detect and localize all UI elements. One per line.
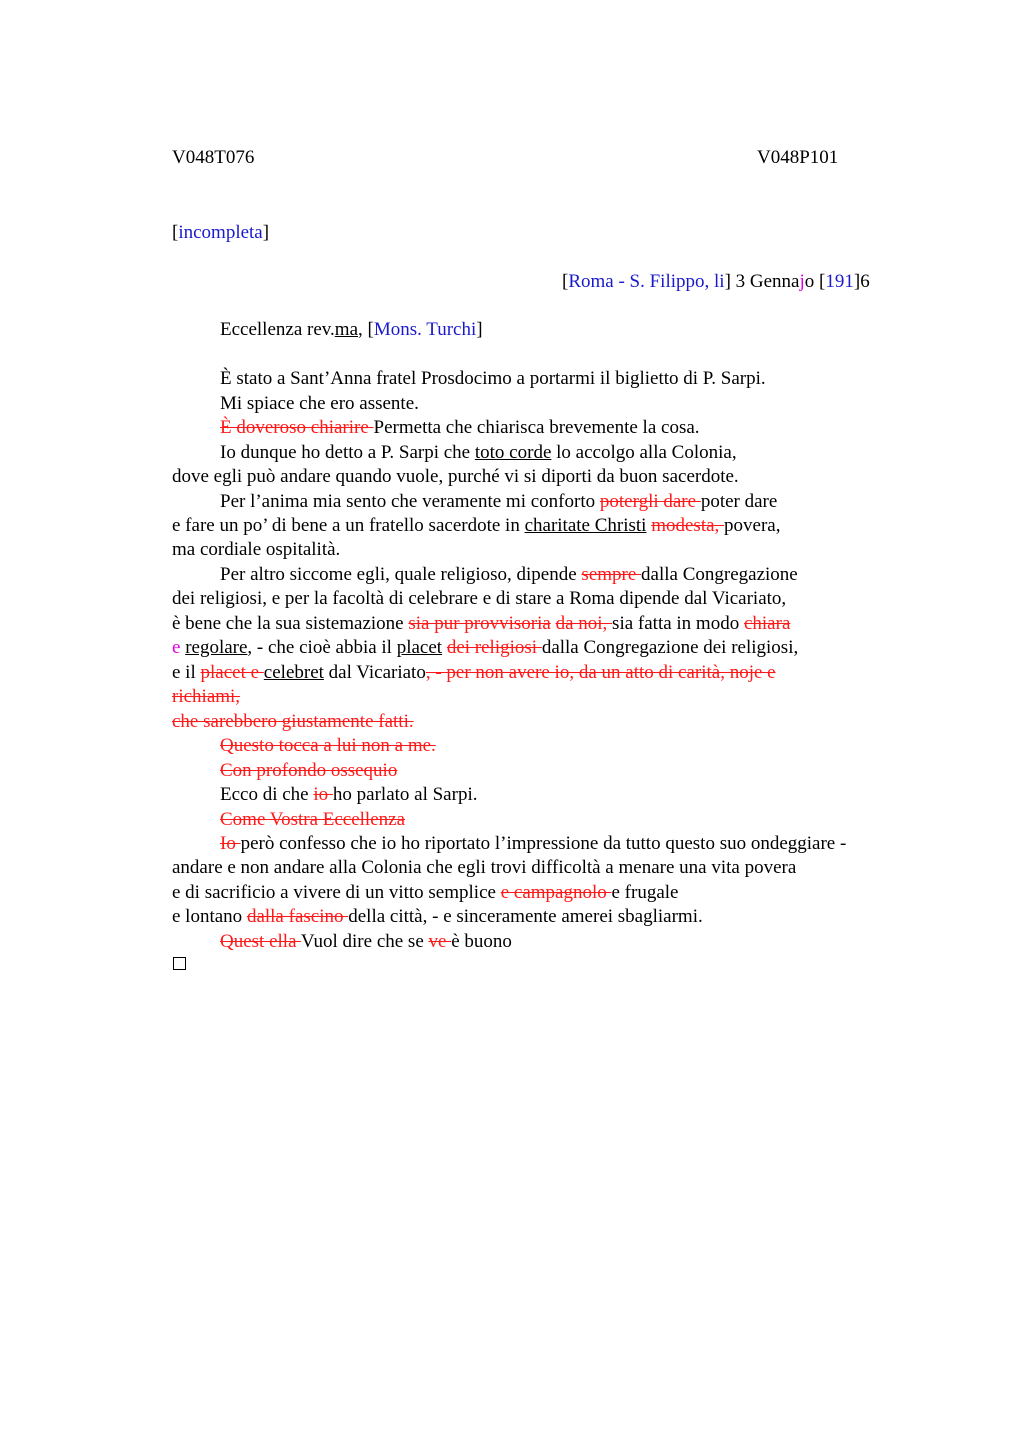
square-box-icon xyxy=(173,957,186,970)
body-line: che sarebbero giustamente fatti. xyxy=(172,711,414,732)
body-line: dei religiosi, e per la facoltà di celebrare e di stare a Roma dipende dal Vicariato, xyxy=(172,588,787,609)
body-line: e lontano dalla fascino della città, - e sinceramente amerei sbagliarmi. xyxy=(172,906,703,927)
body-line: È doveroso chiarire Permetta che chiarisca brevemente la cosa. xyxy=(220,417,700,438)
body-line: ma cordiale ospitalità. xyxy=(172,539,341,560)
body-line: Mi spiace che ero assente. xyxy=(220,393,419,414)
right-document-code: V048P101 xyxy=(757,147,839,168)
body-line: Per altro siccome egli, quale religioso, dipende sempre dalla Congregazione xyxy=(220,564,798,585)
body-line: Questo tocca a lui non a me. xyxy=(220,735,436,756)
salutation: Eccellenza rev.ma, [Mons. Turchi] xyxy=(220,319,483,340)
left-document-code: V048T076 xyxy=(172,147,255,168)
body-line: Come Vostra Eccellenza xyxy=(220,809,406,830)
body-line: Quest ella Vuol dire che se ve è buono xyxy=(220,931,512,952)
body-line: dove egli può andare quando vuole, purché vi si diporti da buon sacerdote. xyxy=(172,466,739,487)
body-line: Ecco di che io ho parlato al Sarpi. xyxy=(220,784,478,805)
body-line: e di sacrificio a vivere di un vitto semplice e campagnolo e frugale xyxy=(172,882,679,903)
body-line: è bene che la sua sistemazione sia pur provvisoria da noi, sia fatta in modo chiara xyxy=(172,613,791,634)
incompleta-note: [incompleta] xyxy=(172,222,270,243)
body-line: e il placet e celebret dal Vicariato, - per non avere io, da un atto di carità, noje e xyxy=(172,662,776,683)
body-line: andare e non andare alla Colonia che egli trovi difficoltà a menare una vita povera xyxy=(172,857,797,878)
body-line: e fare un po’ di bene a un fratello sacerdote in charitate Christi modesta, povera, xyxy=(172,515,781,536)
body-line: Io però confesso che io ho riportato l’impressione da tutto questo suo ondeggiare - xyxy=(220,833,847,854)
body-line: Con profondo ossequio xyxy=(220,760,398,781)
body-line: richiami, xyxy=(172,686,241,707)
body-line: Io dunque ho detto a P. Sarpi che toto corde lo accolgo alla Colonia, xyxy=(220,442,737,463)
body-line: È stato a Sant’Anna fratel Prosdocimo a portarmi il biglietto di P. Sarpi. xyxy=(220,368,766,389)
body-line: e regolare, - che cioè abbia il placet dei religiosi dalla Congregazione dei religiosi, xyxy=(172,637,799,658)
dateline: [Roma - S. Filippo, li] 3 Gennajo [191]6 xyxy=(562,271,870,292)
body-line: Per l’anima mia sento che veramente mi conforto potergli dare poter dare xyxy=(220,491,778,512)
